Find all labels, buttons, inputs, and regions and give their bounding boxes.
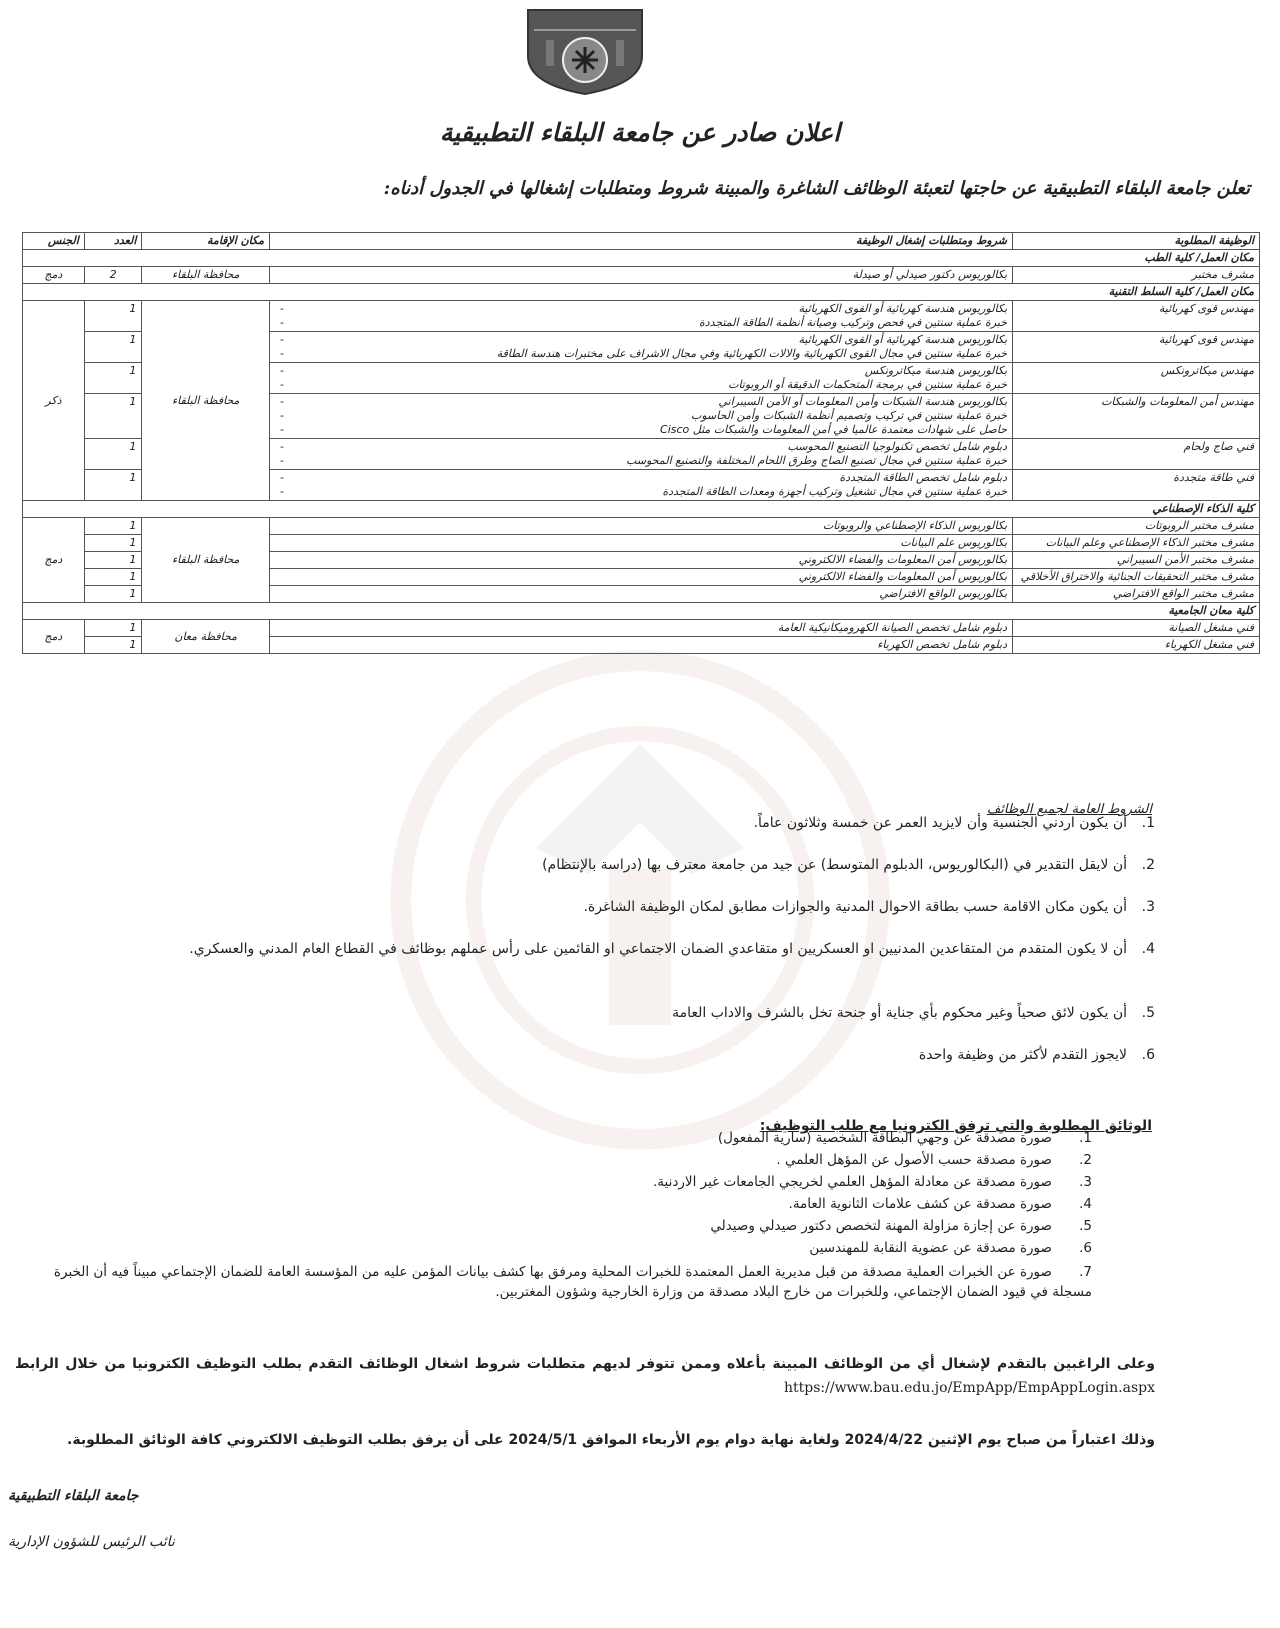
item-text: أن يكون مكان الاقامة حسب بطاقة الاحوال المدنية والجوازات مطابق لمكان الوظيفة الشاغرة. <box>583 899 1127 915</box>
item-text: صورة عن الخبرات العملية مصدقة من قبل مديرية العمل المعتمدة للخبرات المحلية ومرفق بها كشف بيانات المؤمن عليه من المؤسسة العامة للضمان الإجتماعي مبيناً فيه أن الخبرة مسجلة في قيود الضمان الإجتماعي، وللخبرات من خارج البلاد مصدقة من وزارة الخارجية وشؤون المغتربين. <box>53 1264 1092 1300</box>
requirement-text: خبرة عملية سنتين في فحص وتركيب وصيانة أنظمة الطاقة المتجددة <box>698 316 1008 329</box>
requirements-cell: بكالوريوس علم البيانات <box>270 535 1013 552</box>
requirement-text: بكالوريوس هندسة كهربائية أو القوى الكهربائية <box>798 302 1008 315</box>
item-text: لايجوز التقدم لأكثر من وظيفة واحدة <box>918 1047 1127 1063</box>
count-cell: 2 <box>84 267 142 284</box>
maan-rows <box>23 620 1260 654</box>
job-cell: فني مشغل الكهرباء <box>1013 637 1260 654</box>
bullet-dash: - <box>280 485 284 498</box>
requirement-line <box>275 302 1007 316</box>
document-item <box>192 1194 1092 1214</box>
section-row <box>23 603 1260 620</box>
item-text: صورة مصدقة عن عضوية النقابة للمهندسين <box>809 1240 1052 1256</box>
count-cell: 1 <box>84 439 142 470</box>
count-cell: 1 <box>84 470 142 501</box>
item-number: 4. <box>1079 1196 1092 1212</box>
job-cell: فني صاج ولحام <box>1013 439 1260 470</box>
requirement-text: خبرة عملية سنتين في تركيب وتصميم أنظمة الشبكات وأمن الحاسوب <box>690 409 1008 422</box>
job-cell: مهندس أمن المعلومات والشبكات <box>1013 394 1260 439</box>
count-cell: 1 <box>84 586 142 603</box>
item-number: 6. <box>1079 1240 1092 1256</box>
job-cell: فني مشغل الصيانة <box>1013 620 1260 637</box>
bullet-dash: - <box>280 440 284 453</box>
place-cell: محافظة البلقاء <box>142 301 270 501</box>
university-logo <box>520 4 650 96</box>
intro-text: تعلن جامعة البلقاء التطبيقية عن حاجتها لتعبئة الوظائف الشاغرة والمبينة شروط ومتطلبات إشغالها في الجدول أدناه: <box>383 178 1250 199</box>
bullet-dash: - <box>280 454 284 467</box>
item-number: 5. <box>1141 1005 1155 1021</box>
job-cell: مشرف مختبر <box>1013 267 1260 284</box>
requirements-cell: دبلوم شامل تخصص الكهرباء <box>270 637 1013 654</box>
count-cell: 1 <box>84 518 142 535</box>
apply-text: وعلى الراغبين بالتقدم لإشغال أي من الوظائف المبينة بأعلاه وممن تتوفر لديهم متطلبات شروط اشغال الوظائف التقدم بطلب التوظيف الكترونيا من خلال الرابط <box>15 1356 1155 1372</box>
section-medicine: مكان العمل/ كلية الطب <box>23 250 1260 267</box>
item-text: أن لايقل التقدير في (البكالوريوس، الدبلوم المتوسط) عن جيد من جامعة معترف بها (دراسة بالإنتظام) <box>542 857 1127 873</box>
bullet-dash: - <box>280 333 284 346</box>
requirements-cell: دبلوم شامل تخصص الصيانة الكهروميكانيكية العامة <box>270 620 1013 637</box>
count-cell: 1 <box>84 569 142 586</box>
requirement-text: خبرة عملية سنتين في مجال تصنيع الصاج وطرق اللحام المختلفة والتصنيع المحوسب <box>626 454 1008 467</box>
section-row <box>23 501 1260 518</box>
general-condition-item <box>95 896 1155 918</box>
requirement-text: خبرة عملية سنتين في برمجة المتحكمات الدقيقة أو الروبوتات <box>728 378 1008 391</box>
item-number: 2. <box>1141 857 1155 873</box>
requirement-line <box>275 333 1007 347</box>
job-cell: مهندس ميكاترونكس <box>1013 363 1260 394</box>
ai-rows <box>23 518 1260 603</box>
apply-paragraph <box>15 1352 1155 1400</box>
item-number: 5. <box>1079 1218 1092 1234</box>
requirements-cell: بكالوريوس دكتور صيدلي أو صيدلة <box>270 267 1013 284</box>
document-item <box>192 1238 1092 1258</box>
bullet-dash: - <box>280 316 284 329</box>
job-cell: مهندس قوى كهربائية <box>1013 332 1260 363</box>
requirement-line <box>275 409 1007 423</box>
header-gender: الجنس <box>23 233 85 250</box>
general-condition-item <box>95 812 1155 834</box>
bullet-dash: - <box>280 347 284 360</box>
requirement-line <box>275 485 1007 499</box>
document-item <box>192 1150 1092 1170</box>
requirement-text: دبلوم شامل تخصص تكنولوجيا التصنيع المحوسب <box>787 440 1008 453</box>
count-cell: 1 <box>84 394 142 439</box>
requirements-cell: بكالوريوس الذكاء الإصطناعي والروبوتات <box>270 518 1013 535</box>
gender-cell: دمج <box>23 267 85 284</box>
table-row <box>23 620 1260 637</box>
requirement-text: حاصل على شهادات معتمدة عالميا في أمن المعلومات والشبكات مثل Cisco <box>660 423 1008 436</box>
requirements-cell: بكالوريوس أمن المعلومات والفضاء الالكتروني <box>270 552 1013 569</box>
job-cell: مشرف مختبر الواقع الافتراضي <box>1013 586 1260 603</box>
general-condition-item <box>25 938 1155 960</box>
requirements-cell <box>270 332 1013 363</box>
jobs-table <box>22 232 1260 654</box>
item-text: صورة مصدقة عن كشف علامات الثانوية العامة. <box>788 1196 1052 1212</box>
count-cell: 1 <box>84 332 142 363</box>
document-item <box>12 1262 1092 1302</box>
bullet-dash: - <box>280 409 284 422</box>
salt-technical-rows <box>23 301 1260 501</box>
item-number: 1. <box>1141 815 1155 831</box>
general-conditions-heading: الشروط العامة لجميع الوظائف <box>986 802 1152 817</box>
application-link[interactable]: https://www.bau.edu.jo/EmpApp/EmpAppLogin.aspx <box>784 1380 1155 1396</box>
table-row <box>23 518 1260 535</box>
item-text: صورة مصدقة حسب الأصول عن المؤهل العلمي . <box>776 1152 1052 1168</box>
period-paragraph: وذلك اعتباراً من صباح يوم الإثنين 2024/4/22 ولغاية نهاية دوام يوم الأربعاء الموافق 2024/5/1 على أن يرفق بطلب التوظيف الالكتروني كافة الوثائق المطلوبة. <box>67 1432 1155 1448</box>
bullet-dash: - <box>280 471 284 484</box>
count-cell: 1 <box>84 535 142 552</box>
table-row <box>23 267 1260 284</box>
documents-heading: الوثائق المطلوبة والتي ترفق الكترونيا مع طلب التوظيف: <box>759 1118 1152 1134</box>
count-cell: 1 <box>84 301 142 332</box>
requirements-cell: بكالوريوس أمن المعلومات والفضاء الالكتروني <box>270 569 1013 586</box>
signature-title: نائب الرئيس للشؤون الإدارية <box>8 1534 175 1550</box>
page-title: اعلان صادر عن جامعة البلقاء التطبيقية <box>439 118 841 147</box>
document-item <box>192 1172 1092 1192</box>
header-count: العدد <box>84 233 142 250</box>
requirements-cell <box>270 394 1013 439</box>
requirement-text: بكالوريوس هندسة الشبكات وأمن المعلومات أو الأمن السيبراني <box>718 395 1008 408</box>
requirement-line <box>275 378 1007 392</box>
document-item <box>192 1128 1092 1148</box>
bullet-dash: - <box>280 378 284 391</box>
item-number: 3. <box>1141 899 1155 915</box>
item-number: 7. <box>1079 1264 1092 1280</box>
item-text: أن يكون اردني الجنسية وأن لايزيد العمر عن خمسة وثلاثون عاماً. <box>753 815 1127 831</box>
place-cell: محافظة البلقاء <box>142 267 270 284</box>
requirement-line <box>275 364 1007 378</box>
bullet-dash: - <box>280 302 284 315</box>
gender-cell: ذكر <box>23 301 85 501</box>
requirement-text: بكالوريوس هندسة كهربائية أو القوى الكهربائية <box>798 333 1008 346</box>
requirement-line <box>275 440 1007 454</box>
requirement-line <box>275 423 1007 437</box>
job-cell: مهندس قوى كهربائية <box>1013 301 1260 332</box>
requirements-cell <box>270 301 1013 332</box>
item-number: 2. <box>1079 1152 1092 1168</box>
section-row <box>23 250 1260 267</box>
requirement-line <box>275 471 1007 485</box>
job-cell: مشرف مختبر الذكاء الإصطناعي وعلم البيانات <box>1013 535 1260 552</box>
job-cell: مشرف مختبر الأمن السيبراني <box>1013 552 1260 569</box>
requirements-cell: بكالوريوس الواقع الافتراضي <box>270 586 1013 603</box>
requirement-text: خبرة عملية سنتين في مجال تشغيل وتركيب أجهزة ومعدات الطاقة المتجددة <box>662 485 1008 498</box>
item-number: 4. <box>1141 941 1155 957</box>
signature-org: جامعة البلقاء التطبيقية <box>8 1488 139 1504</box>
job-cell: مشرف مختبر الروبوتات <box>1013 518 1260 535</box>
requirement-text: خبرة عملية سنتين في مجال القوى الكهربائية والالات الكهربائية وفي مجال الاشراف على مختبرات هندسة الطاقة <box>496 347 1008 360</box>
general-condition-item <box>95 1044 1155 1066</box>
place-cell: محافظة معان <box>142 620 270 654</box>
header-job: الوظيفة المطلوبة <box>1013 233 1260 250</box>
requirements-cell <box>270 363 1013 394</box>
table-header-row <box>23 233 1260 250</box>
general-condition-item <box>95 1002 1155 1024</box>
item-text: صورة مصدقة عن معادلة المؤهل العلمي لخريجي الجامعات غير الاردنية. <box>653 1174 1052 1190</box>
table-row <box>23 301 1260 332</box>
bullet-dash: - <box>280 364 284 377</box>
requirement-line <box>275 347 1007 361</box>
requirement-text: بكالوريوس هندسة ميكاترونكس <box>864 364 1008 377</box>
job-cell: فني طاقة متجددة <box>1013 470 1260 501</box>
bullet-dash: - <box>280 423 284 436</box>
gender-cell: دمج <box>23 620 85 654</box>
item-text: صورة عن إجازة مزاولة المهنة لتخصص دكتور صيدلي وصيدلي <box>710 1218 1052 1234</box>
section-maan: كلية معان الجامعية <box>23 603 1260 620</box>
section-row <box>23 284 1260 301</box>
general-condition-item <box>95 854 1155 876</box>
count-cell: 1 <box>84 363 142 394</box>
header-place: مكان الإقامة <box>142 233 270 250</box>
count-cell: 1 <box>84 637 142 654</box>
requirement-line <box>275 454 1007 468</box>
document-item <box>192 1216 1092 1236</box>
section-ai: كلية الذكاء الإصطناعي <box>23 501 1260 518</box>
count-cell: 1 <box>84 620 142 637</box>
item-text: أن لا يكون المتقدم من المتقاعدين المدنيين او العسكريين او متقاعدي الضمان الاجتماعي او القائمين على رأس عملهم بوظائف في القطاع العام المدني والعسكري. <box>189 941 1127 957</box>
requirements-cell <box>270 439 1013 470</box>
item-text: صورة مصدقة عن وجهي البطاقة الشخصية (سارية المفعول) <box>717 1130 1052 1146</box>
item-number: 3. <box>1079 1174 1092 1190</box>
requirements-cell <box>270 470 1013 501</box>
requirement-text: دبلوم شامل تخصص الطاقة المتجددة <box>839 471 1008 484</box>
job-cell: مشرف مختبر التحقيقات الجنائية والاختراق الأخلاقي <box>1013 569 1260 586</box>
item-text: أن يكون لائق صحياً وغير محكوم بأي جناية أو جنحة تخل بالشرف والاداب العامة <box>672 1005 1127 1021</box>
item-number: 1. <box>1079 1130 1092 1146</box>
count-cell: 1 <box>84 552 142 569</box>
header-requirements: شروط ومتطلبات إشغال الوظيفة <box>270 233 1013 250</box>
place-cell: محافظة البلقاء <box>142 518 270 603</box>
section-salt-technical: مكان العمل/ كلية السلط التقنية <box>23 284 1260 301</box>
item-number: 6. <box>1141 1047 1155 1063</box>
requirement-line <box>275 395 1007 409</box>
bullet-dash: - <box>280 395 284 408</box>
requirement-line <box>275 316 1007 330</box>
gender-cell: دمج <box>23 518 85 603</box>
